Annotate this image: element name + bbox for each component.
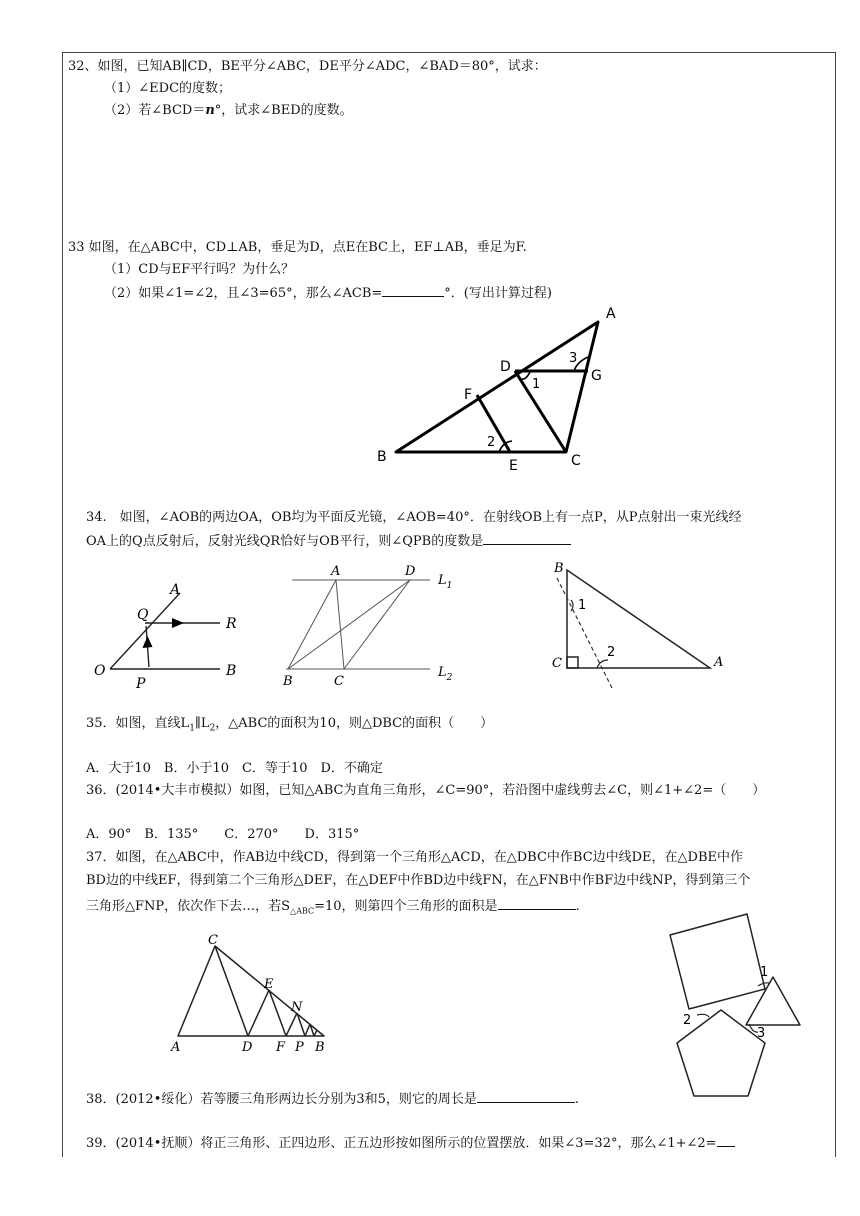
median-label-F: F [276, 1040, 286, 1055]
rt-label-B: B [554, 561, 564, 576]
rt-label-A: A [714, 655, 724, 670]
mirror-label-R: R [226, 616, 237, 632]
q33-angle-3: 3 [569, 351, 578, 366]
q32-part2: （2）若∠BCD＝n°，试求∠BED的度数。 [104, 103, 353, 118]
mirror-label-P: P [136, 676, 146, 692]
rt-angle-2: 2 [607, 645, 616, 660]
q33-label-D: D [500, 359, 511, 375]
q35-options: A．大于10 B．小于10 C．等于10 D．不确定 [86, 761, 383, 776]
q35-stem: 35．如图，直线$L_1\parallel L_2$，△ABC的面积为10，则△DBC的面积（ ） [86, 716, 494, 734]
median-label-B: B [315, 1040, 325, 1055]
poly-angle-1: 1 [760, 965, 769, 980]
rt-label-C: C [552, 656, 562, 671]
mirror-label-O: O [94, 663, 106, 679]
poly-angle-2: 2 [683, 1013, 692, 1028]
q33-label-E: E [509, 458, 518, 474]
q37-line1: 37．如图，在△ABC中，作AB边中线CD，得到第一个三角形△ACD，在△DBC中作BC边中线DE，在△DBE中作 [86, 850, 744, 865]
q33-label-F: F [464, 387, 473, 403]
q33-label-G: G [591, 368, 602, 384]
q33-part2: （2）如果∠1=∠2，且∠3=65°，那么∠ACB= °．(写出计算过程) [104, 286, 552, 301]
par-label-B: B [283, 674, 293, 689]
q34-line1: 34. 如图，∠AOB的两边OA，OB均为平面反光镜，∠AOB=40°．在射线OB上有一点P，从P点射出一束光线经 [86, 510, 742, 525]
median-label-D: D [242, 1040, 253, 1055]
median-label-C: C [208, 933, 218, 948]
median-label-E: E [264, 977, 274, 992]
q38-stem: 38．(2012•绥化）若等腰三角形两边长分别为3和5，则它的周长是 . [86, 1092, 580, 1107]
mirror-label-A: A [170, 582, 181, 598]
median-label-A: A [171, 1040, 181, 1055]
mirror-label-Q: Q [137, 607, 149, 623]
rt-angle-1: 1 [578, 598, 587, 613]
q33-label-B: B [377, 449, 387, 465]
q33-part1: （1）CD与EF平行吗？为什么？ [104, 262, 295, 277]
par-label-L1: $L_1$ [438, 573, 453, 591]
q33-label-C: C [571, 453, 581, 469]
q33-label-A: A [606, 306, 616, 322]
q37-line2: BD边的中线EF，得到第二个三角形△DEF，在△DEF中作BD边中线FN，在△FNB中作BF边中线NP，得到第三个 [86, 873, 751, 888]
q36-stem: 36．(2014•大丰市模拟）如图，已知△ABC为直角三角形，∠C=90°，若沿图中虚线剪去∠C，则∠1+∠2=（ ） [86, 783, 766, 798]
q33-angle-1: 1 [532, 377, 541, 392]
q39-stem: 39．(2014•抚顺）将正三角形、正四边形、正五边形按如图所示的位置摆放．如果∠3=32°，那么∠1+∠2= [86, 1134, 735, 1152]
q33-angle-2: 2 [487, 435, 496, 450]
q32-stem: 32、如图，已知AB∥CD，BE平分∠ABC，DE平分∠ADC，∠BAD＝80°，试求： [68, 59, 547, 74]
poly-angle-3: 3 [757, 1026, 766, 1041]
q36-options: A．90° B．135° C．270° D．315° [86, 827, 360, 842]
q33-stem: 33 如图，在△ABC中，CD⊥AB，垂足为D，点E在BC上，EF⊥AB，垂足为F. [68, 240, 527, 255]
mirror-label-B: B [226, 663, 237, 679]
q34-line2: OA上的Q点反射后，反射光线QR恰好与OB平行，则∠QPB的度数是 [86, 532, 571, 550]
q37-line3: 三角形△FNP，依次作下去…，若$S_{\triangle ABC}=10$，则第四个三角形的面积是 . [86, 899, 580, 916]
median-label-P: P [295, 1040, 304, 1055]
median-label-N: N [291, 1000, 303, 1015]
par-label-A: A [331, 564, 341, 579]
par-label-C: C [334, 674, 344, 689]
par-label-L2: $L_2$ [438, 665, 453, 683]
par-label-D: D [405, 564, 416, 579]
q32-part1: （1）∠EDC的度数； [104, 81, 232, 96]
